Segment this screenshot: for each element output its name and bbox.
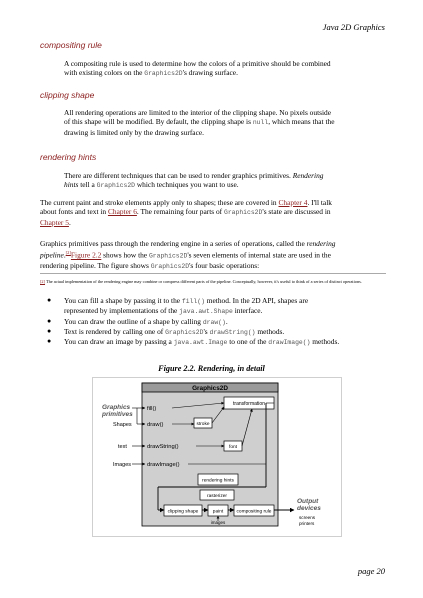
input-images: Images [113,462,132,468]
link-chapter-4[interactable]: Chapter 4 [278,198,308,207]
graphics2d-title: Graphics2D [192,385,228,393]
list-item-fill: ● You can fill a shape by passing it to the fill() method. In the 2D API, shapes are [47,296,309,305]
list-item-text: ● Text is rendered by calling one of Graphics2D's drawString() methods. [47,326,285,336]
output-label-2: devices [297,505,321,512]
compositing-definition: A compositing rule is used to determine how the colors of a primitive should be combined with existing colors on the Graphics2D's drawing surface. [64,59,331,78]
figure-caption: Figure 2.2. Rendering, in detail [158,364,265,373]
primitives-label-1: Graphics [102,404,131,411]
term-compositing-rule: compositing rule [40,40,102,50]
running-title: Java 2D Graphics [322,22,385,32]
svg-text:stroke: stroke [196,422,210,427]
list-item-image: ● You can draw an image by passing a java.awt.Image to one of the drawImage() methods. [47,337,340,347]
svg-text:font: font [228,445,238,450]
list-item-draw: ● You can draw the outline of a shape by calling draw(). [47,316,228,326]
link-figure-2-2[interactable]: Figure 2.2 [70,250,102,260]
term-clipping-shape: clipping shape [40,90,95,100]
footnote-divider [40,273,386,274]
clipping-definition: All rendering operations are limited to the interior of the clipping shape. No pixels outside of this shape will be modified. By default, the clipping shape is null, which means that the drawing is limited only by the drawing surface. [64,108,335,137]
output-label-1: Output [297,498,319,505]
device-printers: printers [299,521,315,526]
svg-text:compositing rule: compositing rule [236,509,272,515]
footnote-ref[interactable]: [2] [65,250,71,256]
bullet-icon: ● [47,296,52,304]
svg-text:clipping shape: clipping shape [167,509,199,515]
images-label: images [210,520,226,525]
method-drawimage: drawImage() [147,462,180,468]
link-chapter-6[interactable]: Chapter 6 [107,207,137,217]
link-chapter-5[interactable]: Chapter 5 [40,217,69,227]
input-shapes: Shapes [113,422,132,428]
footnote-mark[interactable]: [2] [40,279,46,284]
primitives-label-2: primitives [102,411,133,418]
svg-text:rendering hints: rendering hints [202,478,234,484]
method-draw: draw() [147,422,164,428]
paragraph-state-overview: The current paint and stroke elements apply only to shapes; these are covered in Chapter 4. I'll talk about fonts and text in Chapter 6. The remaining four parts of Graphics2D's state are discussed in Chapter 5. [40,198,332,227]
hints-definition: There are different techniques that can be used to render graphics primitives. Rendering hints tell a Graphics2D which techniques you want to use. [64,171,324,190]
svg-text:rasterizer: rasterizer [207,494,227,499]
operations-list [44,296,388,347]
rendering-pipeline-diagram [92,377,342,537]
bullet-icon: ● [47,316,52,325]
bullet-icon: ● [47,337,52,346]
device-screens: screens [299,515,316,520]
method-fill: fill() [147,406,157,412]
input-text: text [118,444,127,450]
svg-text:paint: paint [212,509,224,515]
footnote: [2] The actual implementation of the rendering engine may combine or compress different parts of the pipeline. Conceptually, however, it's useful to think of a series of distinct operations. [40,279,362,284]
bullet-icon: ● [47,326,52,335]
page-number: page 20 [357,566,385,576]
term-rendering-hints: rendering hints [40,152,97,162]
paragraph-rendering-pipeline: Graphics primitives pass through the rendering engine in a series of operations, called the rendering pipeline.[2]Figure 2.2 shows how the Graphics2D's seven elements of internal state are used in the rendering pipeline. The figure shows Graphics2D's four basic operations: [40,239,336,271]
method-drawstring: drawString() [147,444,179,450]
svg-text:transformation: transformation [233,401,265,407]
list-item-fill-continued: represented by implementations of the java.awt.Shape interface. [64,306,263,316]
